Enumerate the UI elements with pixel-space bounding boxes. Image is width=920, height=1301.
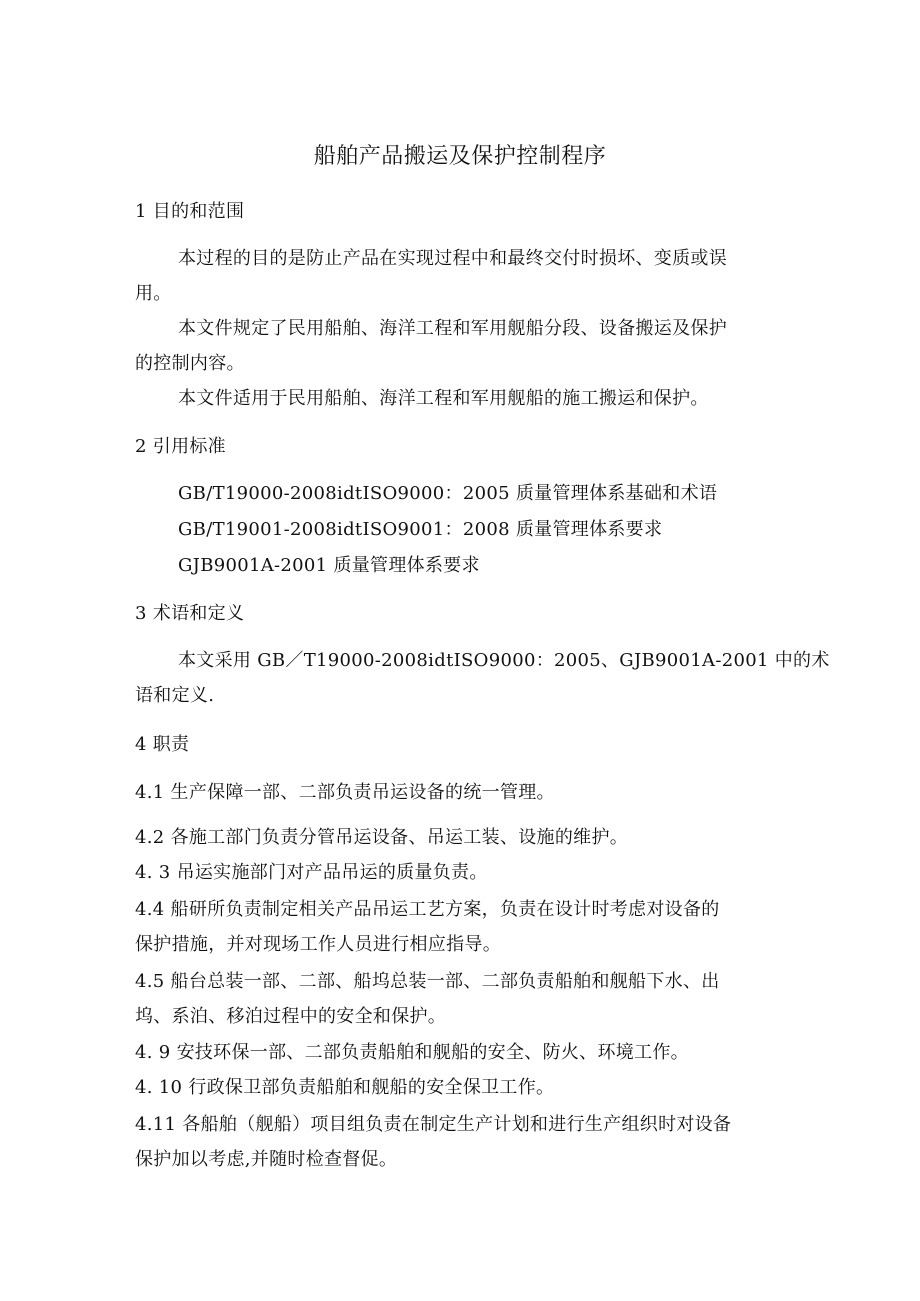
- item-4-4-line-2: 保护措施，并对现场工作人员进行相应指导。: [135, 934, 501, 955]
- item-4-10: 4. 10 行政保卫部负责船舶和舰船的安全保卫工作。: [135, 1077, 555, 1098]
- item-4-9: 4. 9 安技环保一部、二部负责船舶和舰船的安全、防火、环境工作。: [135, 1042, 689, 1063]
- section-2-heading: 2 引用标准: [135, 436, 226, 457]
- section-1-paragraph-1-line-2: 用。: [135, 283, 172, 304]
- section-1-paragraph-2-line-1: 本文件规定了民用船舶、海洋工程和军用舰船分段、设备搬运及保护: [178, 318, 727, 339]
- reference-1: GB/T19000-2008idtISO9000：2005 质量管理体系基础和术语: [178, 483, 718, 504]
- item-4-1: 4.1 生产保障一部、二部负责吊运设备的统一管理。: [135, 782, 555, 803]
- document-title: 船舶产品搬运及保护控制程序: [313, 144, 607, 169]
- section-1-paragraph-2-line-2: 的控制内容。: [135, 353, 245, 374]
- section-3-heading: 3 术语和定义: [135, 603, 245, 624]
- reference-3: GJB9001A-2001 质量管理体系要求: [178, 555, 480, 576]
- section-3-paragraph-line-1: 本文采用 GB／T19000-2008idtISO9000：2005、GJB9001A-2001 中的术: [178, 650, 830, 671]
- section-1-paragraph-3: 本文件适用于民用船舶、海洋工程和军用舰船的施工搬运和保护。: [178, 388, 709, 409]
- section-3-paragraph-line-2: 语和定义.: [135, 685, 215, 706]
- item-4-11-line-1: 4.11 各船舶（舰船）项目组负责在制定生产计划和进行生产组织时对设备: [135, 1114, 732, 1135]
- item-4-3: 4. 3 吊运实施部门对产品吊运的质量负责。: [135, 862, 488, 883]
- section-4-heading: 4 职责: [135, 734, 190, 755]
- reference-2: GB/T19001-2008idtISO9001：2008 质量管理体系要求: [178, 519, 663, 540]
- item-4-11-line-2: 保护加以考虑,并随时检查督促。: [135, 1149, 398, 1170]
- item-4-5-line-2: 坞、系泊、移泊过程中的安全和保护。: [135, 1006, 447, 1027]
- section-1-heading: 1 目的和范围: [135, 201, 245, 222]
- section-1-paragraph-1-line-1: 本过程的目的是防止产品在实现过程中和最终交付时损坏、变质或误: [178, 248, 727, 269]
- item-4-4-line-1: 4.4 船研所负责制定相关产品吊运工艺方案，负责在设计时考虑对设备的: [135, 899, 720, 920]
- item-4-5-line-1: 4.5 船台总装一部、二部、船坞总装一部、二部负责船舶和舰船下水、出: [135, 971, 720, 992]
- item-4-2: 4.2 各施工部门负责分管吊运设备、吊运工装、设施的维护。: [135, 827, 629, 848]
